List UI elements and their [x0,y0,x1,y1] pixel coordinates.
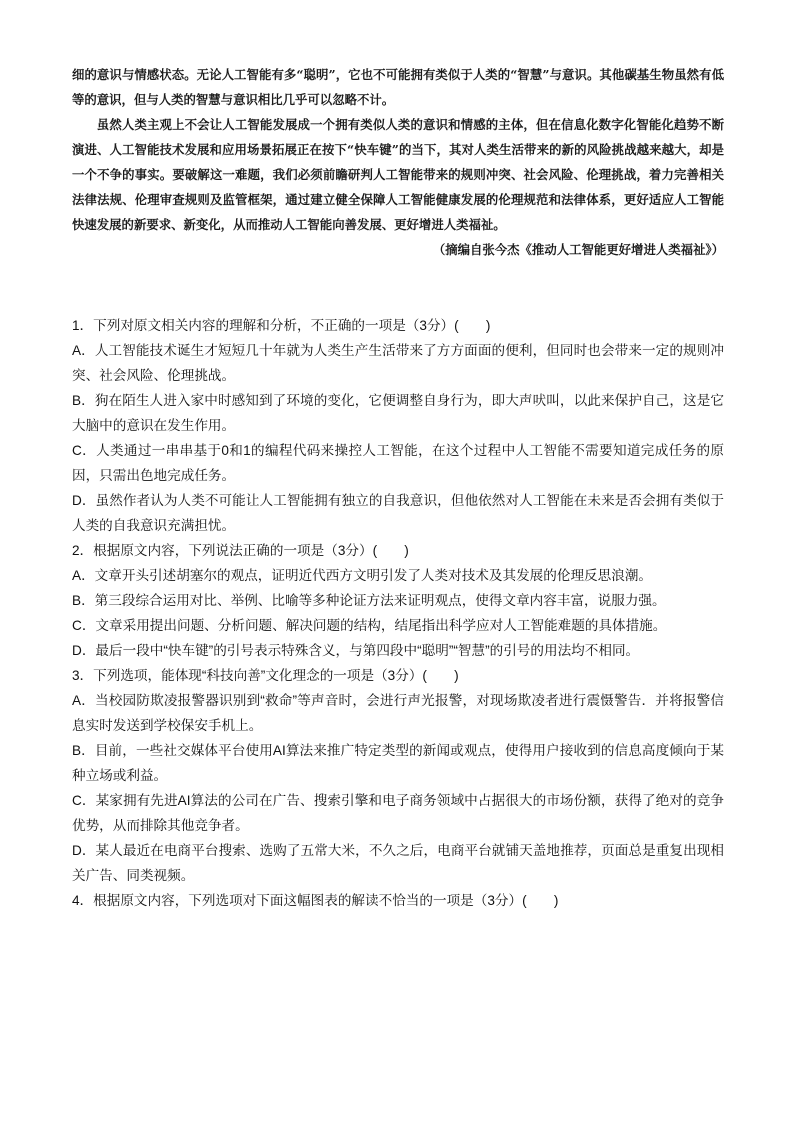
passage-paragraph: 虽然人类主观上不会让人工智能发展成一个拥有类似人类的意识和情感的主体，但在信息化数字化智能化趋势不断演进、人工智能技术发展和应用场景拓展正在按下“快车键”的当下，其对人类生活带来的新的风险挑战越来越大，却是一个不争的事实。要破解这一难题，我们必须前瞻研判人工智能带来的规则冲突、社会风险、伦理挑战，着力完善相关法律法规、伦理审查规则及监管框架，通过建立健全保障人工智能健康发展的伦理规范和法律体系，更好适应人工智能快速发展的新要求、新变化，从而推动人工智能向善发展、更好增进人类福祉。 [72,117,724,232]
question-option: D．某人最近在电商平台搜索、选购了五常大米，不久之后，电商平台就铺天盖地推荐，页面总是重复出现相关广告、同类视频。 [72,843,724,883]
question-option: A．人工智能技术诞生才短短几十年就为人类生产生活带来了方方面面的便利，但同时也会带来一定的规则冲突、社会风险、伦理挑战。 [72,343,724,383]
question-option: B．第三段综合运用对比、举例、比喻等多种论证方法来证明观点，使得文章内容丰富，说服力强。 [72,593,666,608]
question-option: D．最后一段中“快车键”的引号表示特殊含义，与第四段中“聪明”“智慧”的引号的用法均不相同。 [72,643,640,658]
passage-paragraph: 细的意识与情感状态。无论人工智能有多“聪明”，它也不可能拥有类似于人类的“智慧”与意识。其他碳基生物虽然有低等的意识，但与人类的智慧与意识相比几乎可以忽略不计。 [72,67,724,107]
reading-passage [72,62,724,262]
question-stem: 2．根据原文内容，下列说法正确的一项是（3分）( ) [72,543,409,558]
question-option: C．人类通过一串串基于0和1的编程代码来操控人工智能，在这个过程中人工智能不需要知道完成任务的原因，只需出色地完成任务。 [72,443,724,483]
question-option: A．当校园防欺凌报警器识别到“救命”等声音时，会进行声光报警，对现场欺凌者进行震慑警告．并将报警信息实时发送到学校保安手机上。 [72,693,724,733]
passage-source: （摘编自张今杰《推动人工智能更好增进人类福祉》） [432,242,724,257]
question-stem: 3．下列选项，能体现“科技向善”文化理念的一项是（3分）( ) [72,668,459,683]
question-option: D．虽然作者认为人类不可能让人工智能拥有独立的自我意识，但他依然对人工智能在未来是否会拥有类似于人类的自我意识充满担忧。 [72,493,724,533]
question-option: A．文章开头引述胡塞尔的观点，证明近代西方文明引发了人类对技术及其发展的伦理反思浪潮。 [72,568,653,583]
question-option: B．狗在陌生人进入家中时感知到了环境的变化，它便调整自身行为，即大声吠叫，以此来保护自己，这是它大脑中的意识在发生作用。 [72,393,724,433]
question-list [72,313,724,913]
question-stem: 4．根据原文内容，下列选项对下面这幅图表的解读不恰当的一项是（3分）( ) [72,893,559,908]
question-option: C．某家拥有先进AI算法的公司在广告、搜索引擎和电子商务领域中占据很大的市场份额，获得了绝对的竞争优势，从而排除其他竞争者。 [72,793,724,833]
question-stem: 1．下列对原文相关内容的理解和分析，不正确的一项是（3分）( ) [72,318,491,333]
question-option: C．文章采用提出问题、分析问题、解决问题的结构，结尾指出科学应对人工智能难题的具体措施。 [72,618,667,633]
question-option: B．目前，一些社交媒体平台使用AI算法来推广特定类型的新闻或观点，使得用户接收到的信息高度倾向于某种立场或利益。 [72,743,724,783]
